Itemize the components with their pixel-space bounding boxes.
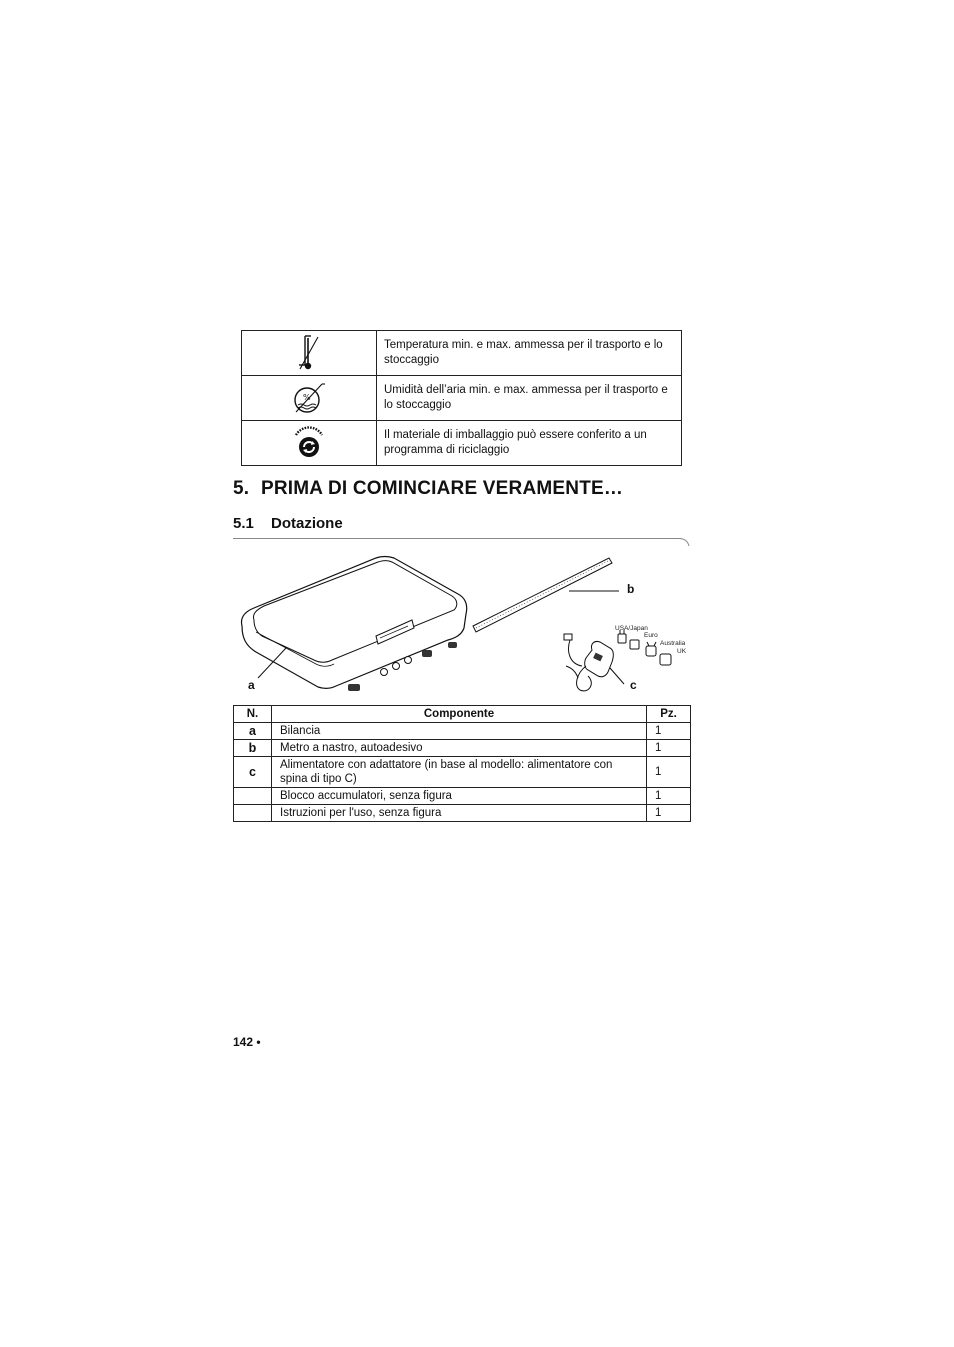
components-table: [233, 705, 691, 822]
table-row: [234, 805, 691, 822]
symbol-text: Umidità dell’aria min. e max. ammessa per il trasporto e lo stoccaggio: [377, 376, 682, 421]
plug-label-australia: Australia: [660, 640, 686, 647]
section-title: PRIMA DI COMINCIARE VERAMENTE…: [261, 478, 624, 499]
symbol-text: Temperatura min. e max. ammessa per il trasporto e lo stoccaggio: [377, 331, 682, 376]
row-desc: Alimentatore con adattatore (in base al modello: alimentatore con spina di tipo C): [272, 757, 647, 788]
row-desc: Blocco accumulatori, senza figura: [272, 788, 647, 805]
table-header-row: [234, 706, 691, 723]
symbol-row-temperature: [242, 331, 682, 376]
row-qty: 1: [647, 757, 691, 788]
row-key: [234, 805, 272, 822]
row-qty: 1: [647, 723, 691, 740]
humidity-icon: [292, 378, 326, 418]
row-desc: Bilancia: [272, 723, 647, 740]
symbol-icon-cell: [242, 421, 377, 466]
table-row: [234, 740, 691, 757]
symbol-row-humidity: [242, 376, 682, 421]
label-a: a: [248, 678, 255, 692]
symbol-icon-cell: [242, 331, 377, 376]
header-n: N.: [234, 706, 272, 723]
section-rule: [233, 538, 681, 539]
row-qty: 1: [647, 805, 691, 822]
symbol-text: Il materiale di imballaggio può essere conferito a un programma di riciclaggio: [377, 421, 682, 466]
row-desc: Metro a nastro, autoadesivo: [272, 740, 647, 757]
section-heading: [233, 478, 623, 500]
symbol-row-recycling: [242, 421, 682, 466]
measuring-tape: [473, 558, 612, 632]
svg-text:%: %: [303, 393, 311, 402]
table-row: [234, 757, 691, 788]
plug-label-uk: UK: [677, 648, 687, 655]
row-key: [234, 788, 272, 805]
scale-illustration: [236, 548, 696, 698]
row-qty: 1: [647, 788, 691, 805]
subsection-heading: [233, 515, 343, 532]
subsection-number: 5.1: [233, 515, 254, 532]
row-qty: 1: [647, 740, 691, 757]
label-b: b: [627, 582, 635, 596]
section-number: 5.: [233, 478, 250, 499]
subsection-title: Dotazione: [271, 515, 343, 532]
header-component: Componente: [272, 706, 647, 723]
table-row: [234, 788, 691, 805]
symbol-icon-cell: [242, 376, 377, 421]
label-c: c: [630, 678, 637, 692]
power-adapter: [564, 634, 624, 691]
table-row: [234, 723, 691, 740]
page-number: 142 •: [233, 1035, 261, 1049]
row-key: a: [234, 723, 272, 740]
plug-label-euro: Euro: [644, 632, 658, 639]
row-key: b: [234, 740, 272, 757]
symbols-table: [241, 330, 682, 466]
plug-label-usa-japan: USA/Japan: [615, 625, 648, 632]
thermometer-icon: [294, 333, 324, 373]
row-key: c: [234, 757, 272, 788]
header-qty: Pz.: [647, 706, 691, 723]
row-desc: Istruzioni per l'uso, senza figura: [272, 805, 647, 822]
recycling-icon: [291, 425, 327, 461]
